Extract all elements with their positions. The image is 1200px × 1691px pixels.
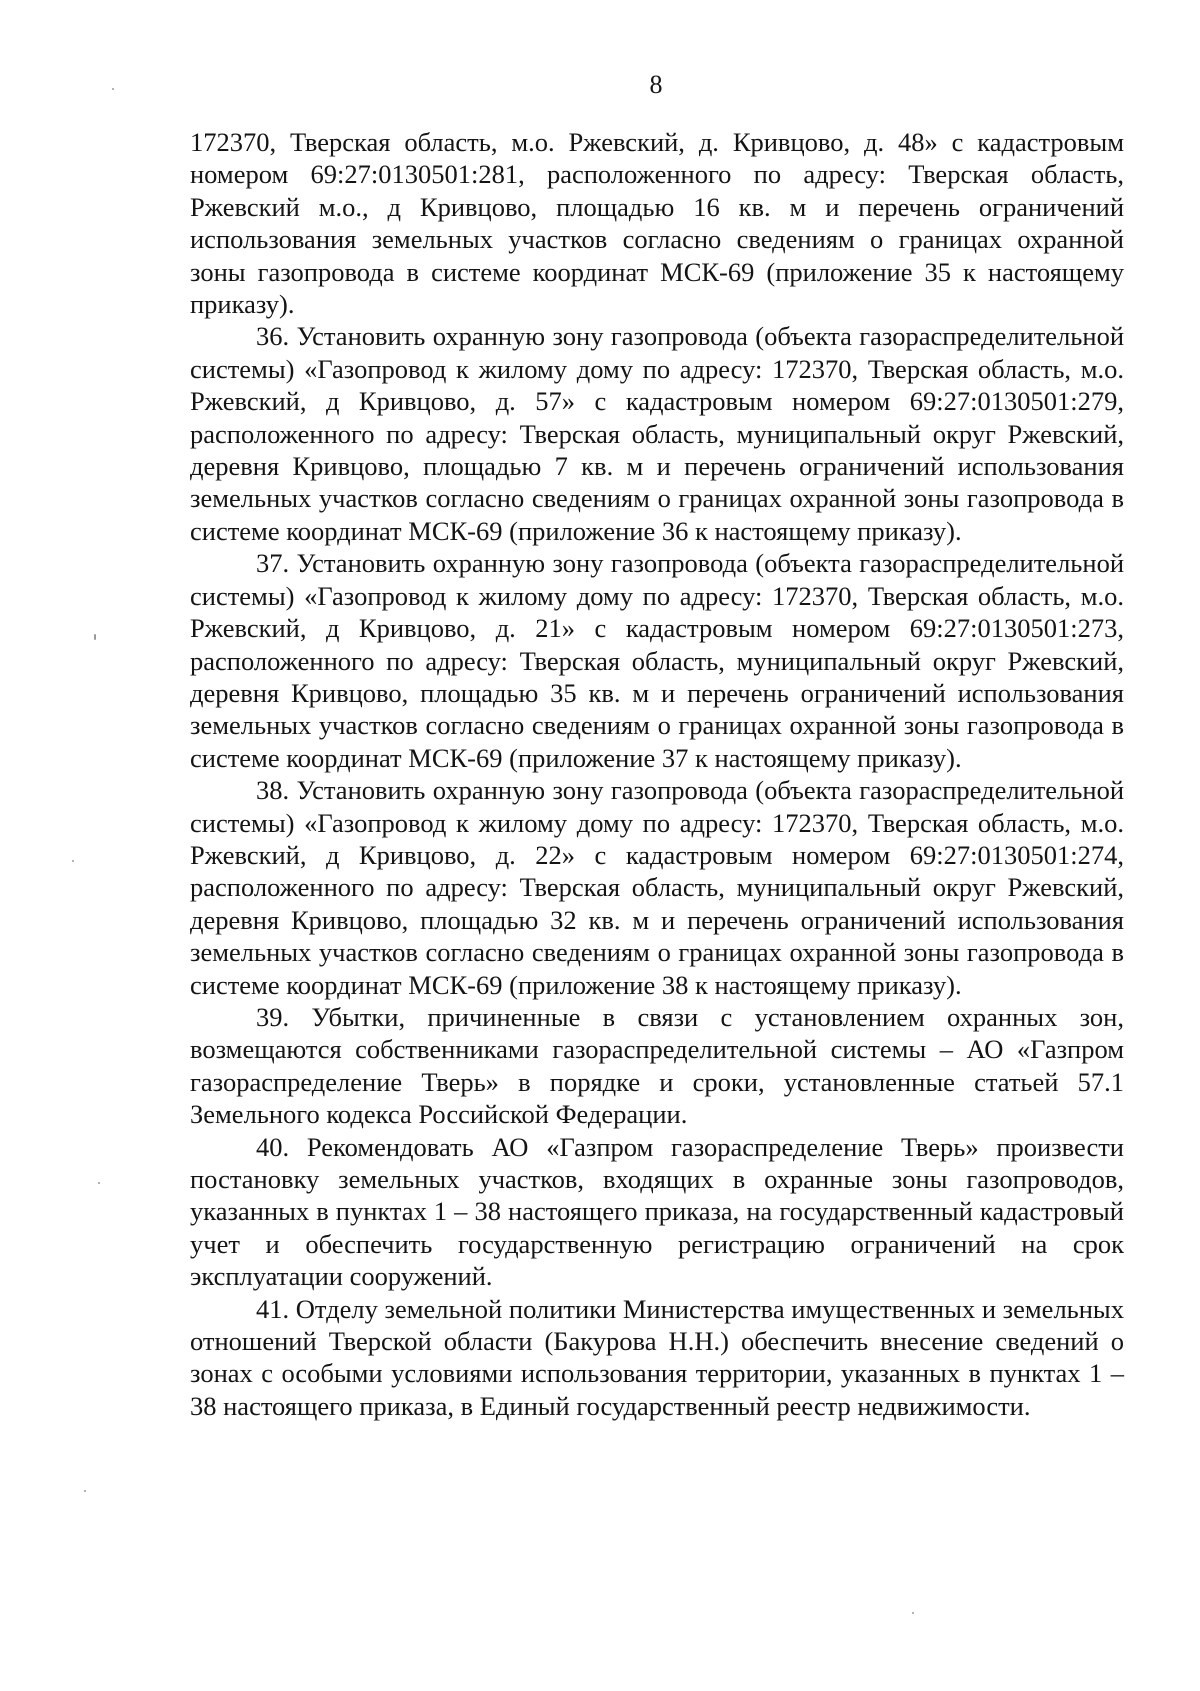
scan-speck [94,634,96,640]
paragraph-item-41: 41. Отделу земельной политики Министерства имущественных и земельных отношений Тверской области (Бакурова Н.Н.) обеспечить внесение сведений о зонах с особыми условиями использования территории, указанных в пунктах 1 – 38 настоящего приказа, в Единый государственный реестр недвижимости. [190,1293,1124,1421]
document-body [190,126,1124,1422]
paragraph-item-40: 40. Рекомендовать АО «Газпром газораспределение Тверь» произвести постановку земельных участков, входящих в охранные зоны газопроводов, указанных в пунктах 1 – 38 настоящего приказа, на государственный кадастровый учет и обеспечить государственную регистрацию ограничений на срок эксплуатации сооружений. [190,1131,1124,1292]
paragraph-item-37: 37. Установить охранную зону газопровода (объекта газораспределительной системы) «Газопровод к жилому дому по адресу: 172370, Тверская область, м.о. Ржевский, д Кривцово, д. 21» с кадастровым номером 69:27:0130501:273, расположенного по адресу: Тверская область, муниципальный округ Ржевский, деревня Кривцово, площадью 35 кв. м и перечень ограничений использования земельных участков согласно сведениям о границах охранной зоны газопровода в системе координат МСК-69 (приложение 37 к настоящему приказу). [190,548,1124,773]
paragraph-item-36: 36. Установить охранную зону газопровода (объекта газораспределительной системы) «Газопровод к жилому дому по адресу: 172370, Тверская область, м.о. Ржевский, д Кривцово, д. 57» с кадастровым номером 69:27:0130501:279, расположенного по адресу: Тверская область, муниципальный округ Ржевский, деревня Кривцово, площадью 7 кв. м и перечень ограничений использования земельных участков согласно сведениям о границах охранной зоны газопровода в системе координат МСК-69 (приложение 36 к настоящему приказу). [190,321,1124,546]
scan-speck [72,860,74,862]
paragraph-item-39: 39. Убытки, причиненные в связи с установлением охранных зон, возмещаются собственниками газораспределительной системы – АО «Газпром газораспределение Тверь» в порядке и сроки, установленные статьей 57.1 Земельного кодекса Российской Федерации. [190,1001,1124,1130]
scan-speck [84,1490,86,1492]
paragraph-item-38: 38. Установить охранную зону газопровода (объекта газораспределительной системы) «Газопровод к жилому дому по адресу: 172370, Тверская область, м.о. Ржевский, д Кривцово, д. 22» с кадастровым номером 69:27:0130501:274, расположенного по адресу: Тверская область, муниципальный округ Ржевский, деревня Кривцово, площадью 32 кв. м и перечень ограничений использования земельных участков согласно сведениям о границах охранной зоны газопровода в системе координат МСК-69 (приложение 38 к настоящему приказу). [190,775,1124,1000]
scan-speck [98,1182,100,1184]
paragraph-continuation: 172370, Тверская область, м.о. Ржевский, д. Кривцово, д. 48» с кадастровым номером 69:27:0130501:281, расположенного по адресу: Тверская область, Ржевский м.о., д Кривцово, площадью 16 кв. м и перечень ограничений использования земельных участков согласно сведениям о границах охранной зоны газопровода в системе координат МСК-69 (приложение 35 к настоящему приказу). [190,127,1124,320]
page-number: 8 [649,70,663,99]
scan-speck [912,1612,914,1614]
scan-speck [112,88,114,90]
